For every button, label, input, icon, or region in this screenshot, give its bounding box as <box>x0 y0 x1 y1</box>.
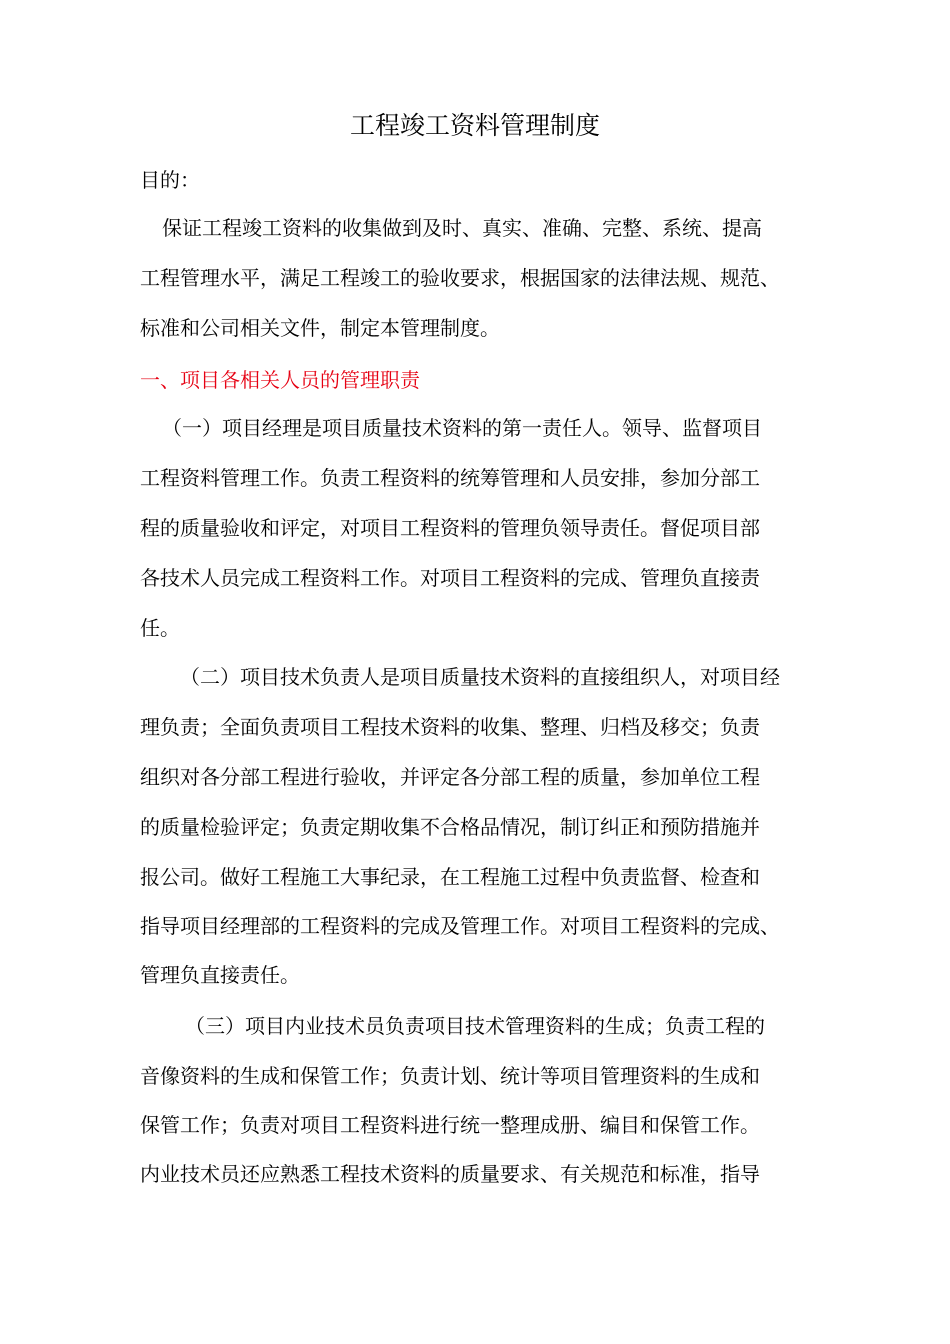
paragraph-line: 音像资料的生成和保管工作；负责计划、统计等项目管理资料的生成和 <box>140 1064 760 1088</box>
paragraph-line: 任。 <box>140 616 180 640</box>
paragraph-line: 的质量检验评定；负责定期收集不合格品情况，制订纠正和预防措施并 <box>140 815 760 839</box>
paragraph-line: 工程资料管理工作。负责工程资料的统筹管理和人员安排，参加分部工 <box>140 466 760 490</box>
purpose-line: 标准和公司相关文件，制定本管理制度。 <box>140 316 500 340</box>
paragraph-line: 理负责；全面负责项目工程技术资料的收集、整理、归档及移交；负责 <box>140 715 760 739</box>
paragraph-line: 管理负直接责任。 <box>140 963 300 987</box>
purpose-line: 工程管理水平，满足工程竣工的验收要求，根据国家的法律法规、规范、 <box>140 266 780 290</box>
paragraph-line: 各技术人员完成工程资料工作。对项目工程资料的完成、管理负直接责 <box>140 566 760 590</box>
paragraph-line: （二）项目技术负责人是项目质量技术资料的直接组织人，对项目经 <box>180 665 780 689</box>
paragraph-line: 报公司。做好工程施工大事纪录，在工程施工过程中负责监督、检查和 <box>140 865 760 889</box>
section-heading: 一、项目各相关人员的管理职责 <box>140 368 420 392</box>
paragraph-line: 指导项目经理部的工程资料的完成及管理工作。对项目工程资料的完成、 <box>140 914 780 938</box>
document-title: 工程竣工资料管理制度 <box>349 111 600 140</box>
paragraph-line: 组织对各分部工程进行验收，并评定各分部工程的质量，参加单位工程 <box>140 765 760 789</box>
paragraph-line: 程的质量验收和评定，对项目工程资料的管理负领导责任。督促项目部 <box>140 516 760 540</box>
paragraph-line: （三）项目内业技术员负责项目技术管理资料的生成；负责工程的 <box>185 1014 765 1038</box>
paragraph-line: 内业技术员还应熟悉工程技术资料的质量要求、有关规范和标准，指导 <box>140 1162 760 1186</box>
purpose-line: 保证工程竣工资料的收集做到及时、真实、准确、完整、系统、提高 <box>162 216 762 240</box>
paragraph-line: 保管工作；负责对项目工程资料进行统一整理成册、编目和保管工作。 <box>140 1113 760 1137</box>
paragraph-line: （一）项目经理是项目质量技术资料的第一责任人。领导、监督项目 <box>162 416 762 440</box>
purpose-label: 目的： <box>140 168 200 192</box>
